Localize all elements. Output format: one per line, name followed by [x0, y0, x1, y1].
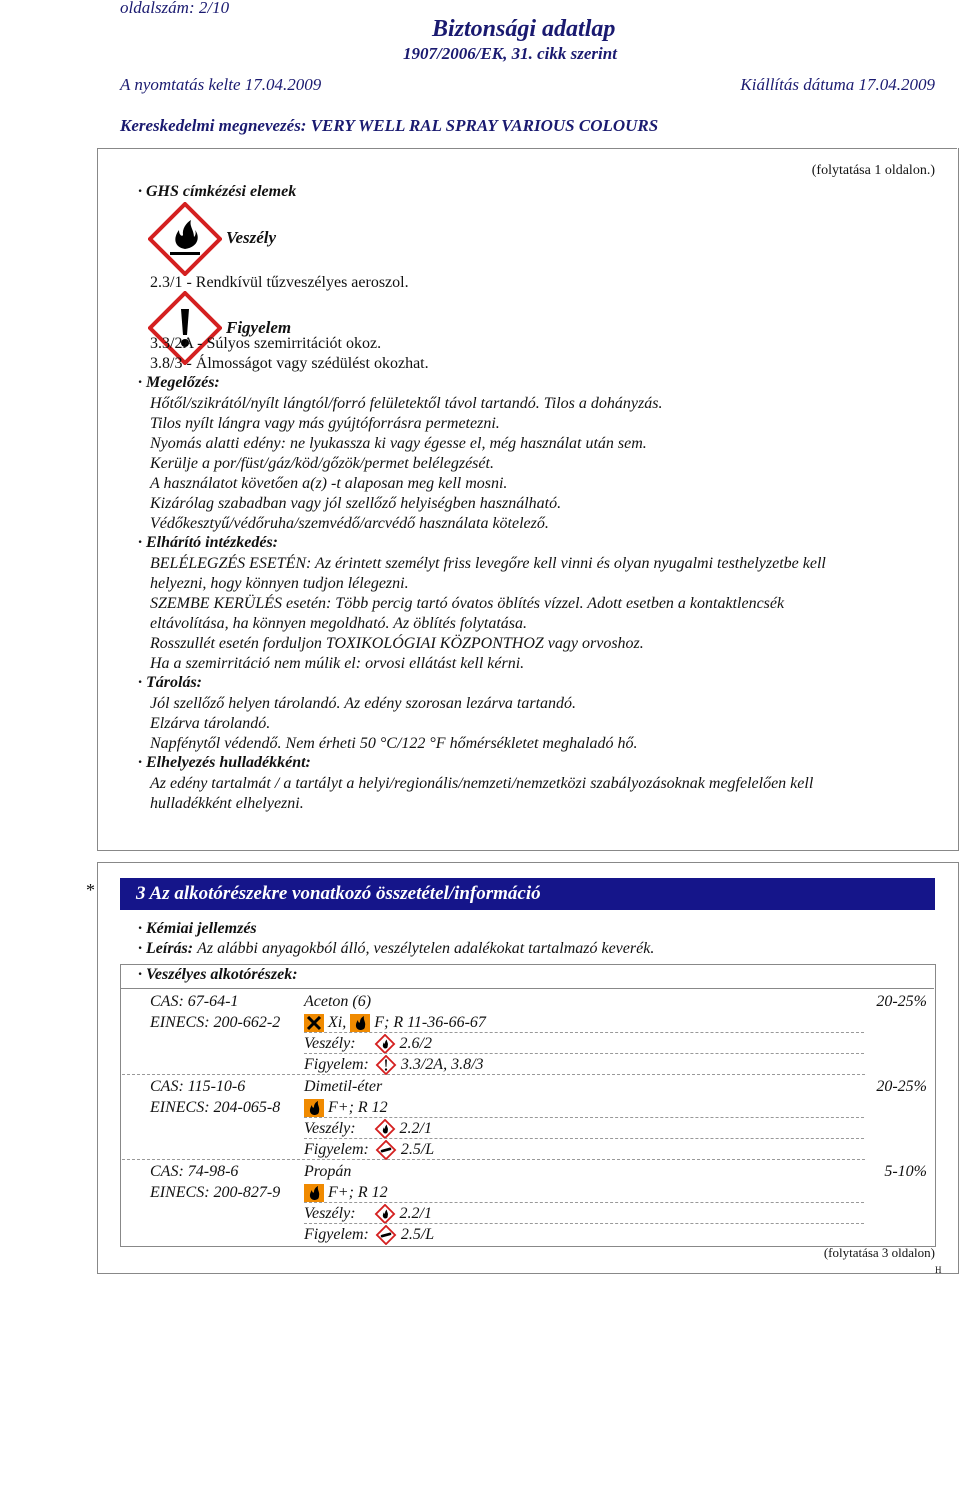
flame-icon [374, 1034, 396, 1054]
xi-cross-icon [304, 1014, 324, 1032]
disposal-heading: · Elhelyezés hulladékként: [138, 754, 311, 771]
storage-line: Elzárva tárolandó. [150, 715, 271, 732]
danger-code: 2.2/1 [399, 1205, 432, 1222]
flame-icon [350, 1014, 370, 1032]
classification-r: F+; R 12 [328, 1184, 388, 1201]
hazard-statement-2: 3.3/2A - Súlyos szemirritációt okoz. [150, 335, 382, 352]
classification-row [304, 1097, 388, 1118]
table-divider [121, 988, 934, 989]
classification-r: F; R 11-36-66-67 [374, 1014, 486, 1031]
einecs-number: EINECS: 204-065-8 [150, 1099, 281, 1116]
hazard-statement-1: 2.3/1 - Rendkívül tűzveszélyes aeroszol. [150, 274, 409, 291]
classification-xi: Xi, [328, 1014, 347, 1031]
continuation-top: (folytatása 1 oldalon.) [811, 163, 935, 178]
prevention-line: Nyomás alatti edény: ne lyukassza ki vagy égesse el, még használat után sem. [150, 435, 647, 452]
flame-icon [374, 1204, 396, 1224]
prevention-line: Kerülje a por/füst/gáz/köd/gőzök/permet belélegzését. [150, 455, 494, 472]
disposal-line: hulladékként elhelyezni. [150, 795, 304, 812]
prevention-line: Tilos nyílt lángra vagy más gyújtóforrásra permetezni. [150, 415, 500, 432]
danger-label: Veszély: [304, 1035, 356, 1052]
document-subtitle: 1907/2006/EK, 31. cikk szerint [403, 44, 617, 63]
section3-title: 3 Az alkotórészekre vonatkozó összetétel/információ [120, 878, 935, 910]
warning-label: Figyelem: [304, 1141, 369, 1158]
signal-word-danger: Veszély [226, 228, 277, 247]
print-date: A nyomtatás kelte 17.04.2009 [120, 75, 322, 94]
flame-icon [148, 202, 222, 276]
prevention-line: Kizárólag szabadban vagy jól szellőző helyiségben használható. [150, 495, 562, 512]
danger-row [304, 1203, 432, 1224]
classification-row [304, 1012, 486, 1033]
prevention-line: Hőtől/szikrától/nyílt lángtól/forró felületektől távol tartandó. Tilos a dohányzás. [150, 395, 663, 412]
response-line: SZEMBE KERÜLÉS esetén: Több percig tartó óvatos öblítés vízzel. Adott esetben a kontaktlencsék [150, 595, 785, 612]
danger-code: 2.6/2 [399, 1035, 432, 1052]
cas-number: CAS: 67-64-1 [150, 993, 239, 1010]
row-divider [122, 1159, 865, 1160]
classification-r: F+; R 12 [328, 1099, 388, 1116]
einecs-number: EINECS: 200-662-2 [150, 1014, 281, 1031]
ghs-heading: · GHS címkézési elemek [138, 183, 297, 200]
exclamation-icon [375, 1055, 397, 1075]
warning-row [304, 1224, 434, 1245]
response-line: helyezni, hogy könnyen tudjon lélegezni. [150, 575, 409, 592]
cas-number: CAS: 74-98-6 [150, 1163, 239, 1180]
danger-row [304, 1118, 432, 1139]
warning-code: 2.5/L [400, 1141, 435, 1158]
row-divider [122, 1074, 865, 1075]
gas-cylinder-icon [375, 1140, 397, 1160]
disposal-line: Az edény tartalmát / a tartályt a helyi/regionális/nemzeti/nemzetközi szabályozásoknak megfelelően kell [150, 775, 814, 792]
hazard-statement-3: 3.8/3 - Álmosságot vagy szédülést okozhat. [150, 355, 429, 372]
storage-line: Napfénytől védendő. Nem érheti 50 °C/122 °F hőmérsékletet meghaladó hő. [150, 735, 638, 752]
prevention-heading: · Megelőzés: [138, 374, 220, 391]
flame-icon [304, 1184, 324, 1202]
row-divider [304, 1223, 864, 1224]
revision-star: * [86, 880, 95, 900]
gas-cylinder-icon [375, 1225, 397, 1245]
prevention-line: Védőkesztyű/védőruha/szemvédő/arcvédő használata kötelező. [150, 515, 549, 532]
footer-mark: H [935, 1265, 942, 1275]
danger-label: Veszély: [304, 1205, 356, 1222]
warning-code: 2.5/L [400, 1226, 435, 1243]
warning-label: Figyelem: [304, 1226, 369, 1243]
description-row [138, 940, 654, 958]
row-divider [304, 1032, 864, 1033]
einecs-number: EINECS: 200-827-9 [150, 1184, 281, 1201]
warning-label: Figyelem: [304, 1056, 369, 1073]
ingredient-name: Aceton (6) [304, 993, 372, 1010]
issue-date: Kiállítás dátuma 17.04.2009 [740, 75, 935, 94]
response-heading: · Elhárító intézkedés: [138, 534, 279, 551]
warning-code: 3.3/2A, 3.8/3 [400, 1056, 484, 1073]
flame-icon [374, 1119, 396, 1139]
warning-row [304, 1054, 484, 1075]
document-title: Biztonsági adatlap [432, 16, 616, 42]
response-line: Ha a szemirritáció nem múlik el: orvosi ellátást kell kérni. [150, 655, 525, 672]
page-number: oldalszám: 2/10 [120, 0, 230, 17]
percent: 20-25% [876, 1078, 927, 1095]
cas-number: CAS: 115-10-6 [150, 1078, 246, 1095]
storage-heading: · Tárolás: [138, 674, 202, 691]
danger-row [304, 1033, 432, 1054]
danger-label: Veszély: [304, 1120, 356, 1137]
hazardous-heading: · Veszélyes alkotórészek: [138, 966, 298, 983]
storage-line: Jól szellőző helyen tárolandó. Az edény szorosan lezárva tartandó. [150, 695, 577, 712]
percent: 5-10% [884, 1163, 927, 1180]
classification-row [304, 1182, 388, 1203]
response-line: eltávolítása, ha könnyen megoldható. Az öblítés folytatása. [150, 615, 527, 632]
row-divider [304, 1138, 864, 1139]
description-label: · Leírás: [138, 940, 194, 957]
trade-name: Kereskedelmi megnevezés: VERY WELL RAL SPRAY VARIOUS COLOURS [120, 116, 659, 135]
row-divider [304, 1117, 864, 1118]
response-line: BELÉLEGZÉS ESETÉN: Az érintett személyt friss levegőre kell vinni és olyan nyugalmi testhelyzetbe kell [150, 555, 826, 572]
danger-code: 2.2/1 [399, 1120, 432, 1137]
percent: 20-25% [876, 993, 927, 1010]
row-divider [304, 1202, 864, 1203]
ingredient-name: Dimetil-éter [304, 1078, 383, 1095]
warning-row [304, 1139, 434, 1160]
signal-word-warning: Figyelem [226, 318, 292, 337]
chem-heading: · Kémiai jellemzés [138, 920, 257, 937]
continuation-bottom: (folytatása 3 oldalon) [823, 1245, 935, 1260]
prevention-line: A használatot követően a(z) -t alaposan meg kell mosni. [150, 475, 508, 492]
response-line: Rosszullét esetén forduljon TOXIKOLÓGIAI KÖZPONTHOZ vagy orvoshoz. [150, 635, 644, 652]
flame-icon [304, 1099, 324, 1117]
description-text: Az alábbi anyagokból álló, veszélytelen adalékokat tartalmazó keverék. [197, 940, 655, 957]
ingredient-name: Propán [304, 1163, 352, 1180]
row-divider [304, 1053, 864, 1054]
